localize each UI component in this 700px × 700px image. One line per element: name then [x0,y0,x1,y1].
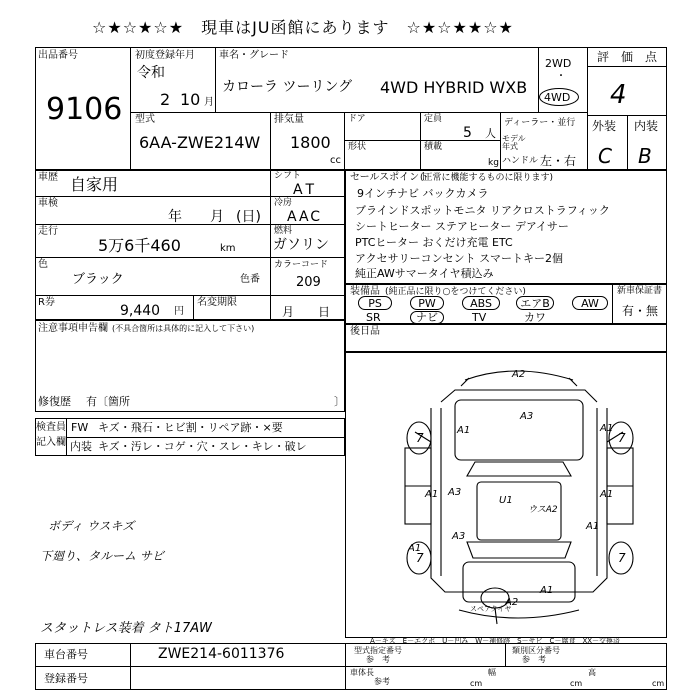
selling-line: アクセサリーコンセント スマートキー2個 [355,252,563,265]
fuel-value: ガソリン [273,237,329,253]
era: 令和 [137,65,165,81]
reg-month-unit: 月 [204,97,214,108]
selling-label: セールスポイント [350,172,430,183]
remark-line: ボディ ウスキズ [48,519,135,533]
equip-tv: TV [472,311,487,324]
model: 6AA-ZWE214W [139,133,261,152]
rear-items-label: 後日品 [350,326,380,337]
wheel-mark: 7 [416,431,424,445]
wheel-mark: 7 [416,551,424,565]
exterior-label: 外装 [592,119,617,133]
length-label: 車体長 [350,668,374,677]
car-name-label: 車名・グレード [219,50,289,61]
notes-label: 注意事項申告欄 [38,323,108,334]
color-code: 209 [296,275,321,290]
equip-airbag: エアB [516,296,554,310]
color-label: 色 [38,259,48,270]
inspector-label-1: 検査員 [36,422,66,433]
shift-label: シフト [274,171,302,181]
history-label: 車歴 [38,172,58,183]
color-value: ブラック [72,272,124,287]
inspector-label-2: 記入欄 [36,437,66,448]
class-label-1: 類別区分番号 [512,646,560,655]
capacity-label: 定員 [424,114,443,124]
selling-line: シートヒーター ステアヒーター デアイサー [355,220,569,233]
damage-mark: A2 [512,369,526,380]
damage-mark: A1 [586,521,600,532]
inspector-fw: FW [71,421,89,434]
registration-day: 日 [318,305,331,319]
registration-label: 名変期限 [197,297,237,308]
warranty-label: 新車保証書 [617,286,663,296]
height-cm: cm [652,679,665,688]
equip-navi: ナビ [410,311,444,324]
cc-unit: cc [330,155,341,166]
damage-mark: A3 [520,411,534,422]
selling-line: ブラインドスポットモニタ リアクロストラフィック [355,204,610,217]
repair-value: 有〔箇所 [86,395,130,408]
reg-year: 2 [160,90,171,109]
class-label-2: 参 考 [522,655,546,664]
first-reg-label: 初度登録年月 [135,50,195,61]
color-no-label: 色番 [240,274,260,285]
handle-value: 左・右 [540,154,577,168]
recycle-label: R券 [38,297,55,308]
selling-line: 9インチナビ バックカメラ [357,187,489,200]
capacity-unit: 人 [485,127,496,140]
lot-label: 出品番号 [38,50,78,61]
damage-mark: A1 [600,489,614,500]
length-label-2: 参考 [374,677,390,686]
km-unit: km [220,243,236,254]
history-value: 自家用 [70,175,119,194]
equip-abs: ABS [462,296,500,310]
equip-ps: PS [358,296,392,310]
remark-line: スタットレス装着 タト17AW [40,621,212,636]
inspection-label: 車検 [38,198,58,209]
drive-2wd: 2WD [545,57,572,70]
car-grade: 4WD HYBRID WXB [380,78,528,97]
length-cm: cm [470,679,483,688]
equip-leather: カワ [524,311,546,324]
width-cm: cm [570,679,583,688]
damage-mark: A1 [425,489,439,500]
doors-label: ドア [348,114,366,124]
damage-legend: A－キズ E－エクボ U－凹み W－補修跡 S－サビ C－腐食 XX－交換済 [370,637,621,645]
interior-grade: B [638,144,652,168]
fuel-label: 燃料 [274,226,293,236]
mileage-label: 走行 [38,226,58,237]
displacement-label: 排気量 [274,114,304,125]
chassis-value: ZWE214-6011376 [158,646,285,662]
model-year-label: モデル年式 [502,134,526,151]
registration-month: 月 [282,305,295,319]
score-label: 評 価 点 [597,50,658,64]
recycle-value: 9,440 [120,303,161,319]
capacity: 5 [463,125,472,141]
drive-4wd: 4WD [544,91,571,104]
notes-sub: (不具合箇所は具体的に記入して下さい) [112,324,255,333]
inspection-day: (日) [236,209,261,225]
selling-note: (正常に機能するものに限ります) [420,173,554,183]
displacement: 1800 [290,133,331,152]
damage-mark: A1 [457,425,471,436]
shift-value: AT [293,182,319,198]
model-label: 型式 [135,114,155,125]
header-title: ☆★☆★☆★ 現車はJU函館にあります ☆★☆★★☆★ [92,18,514,37]
selling-line: 純正AWサマータイヤ積込み [355,267,494,280]
equip-aw: AW [572,296,608,310]
wheel-mark: 7 [618,551,626,565]
interior-label: 内装 [634,119,659,133]
damage-mark: A2 [505,597,519,608]
color-code-label: カラーコード [274,260,329,270]
damage-mark: U1 [499,495,513,506]
remark-line: 下廻り、タルーム サビ [40,549,164,563]
equipment-note: (純正品に限り○をつけてください) [385,287,526,297]
damage-mark: ウスA2 [528,505,558,515]
equipment-label: 装備品 [350,286,380,297]
warranty-value: 有・無 [622,304,659,318]
height-label: 高 [588,668,596,677]
repair-close: 〕 [334,395,345,408]
ac-value: AAC [287,209,323,225]
rear-items-section [345,324,667,352]
registration-no-label: 登録番号 [44,672,88,685]
exterior-grade: C [598,144,612,168]
handle-label: ハンドル [502,156,539,166]
repair-label: 修復歴 [38,395,71,408]
score-value: 4 [610,80,627,110]
damage-mark: A3 [452,531,466,542]
load-label: 積載 [424,142,443,152]
width-label: 幅 [488,668,496,677]
type-label-2: 参 考 [366,655,390,664]
equip-pw: PW [410,296,444,310]
inspection-year: 年 [168,209,182,225]
spare-tire-label: スペアタイヤ [470,605,512,613]
reg-month: 10 [180,90,201,109]
ac-label: 冷房 [274,198,293,208]
inspector-fw-text: キズ・飛石・ヒビ割・リペア跡・×要 [98,421,283,434]
type-label-1: 型式指定番号 [354,646,402,655]
lot-number: 9106 [46,92,123,127]
chassis-label: 車台番号 [44,648,88,661]
dealer-label: ディーラー・並行 [504,118,576,128]
drive-dot: ・ [556,71,566,82]
inspector-interior-text: キズ・汚レ・コゲ・穴・スレ・キレ・破レ [98,440,307,453]
damage-mark: A1 [600,423,614,434]
equip-sr: SR [366,311,381,324]
damage-mark: A3 [448,487,462,498]
mileage: 5万6千460 [98,236,181,255]
selling-line: PTCヒーター おくだけ充電 ETC [355,236,513,249]
inspection-month: 月 [210,209,224,225]
damage-mark: A1 [408,543,422,554]
shape-label: 形状 [348,142,367,152]
inspector-interior: 内装 [70,440,92,453]
car-name: カローラ ツーリング [222,79,353,95]
wheel-mark: 7 [618,431,626,445]
kg-unit: kg [488,158,499,168]
damage-mark: A1 [540,585,554,596]
yen-unit: 円 [174,306,184,317]
